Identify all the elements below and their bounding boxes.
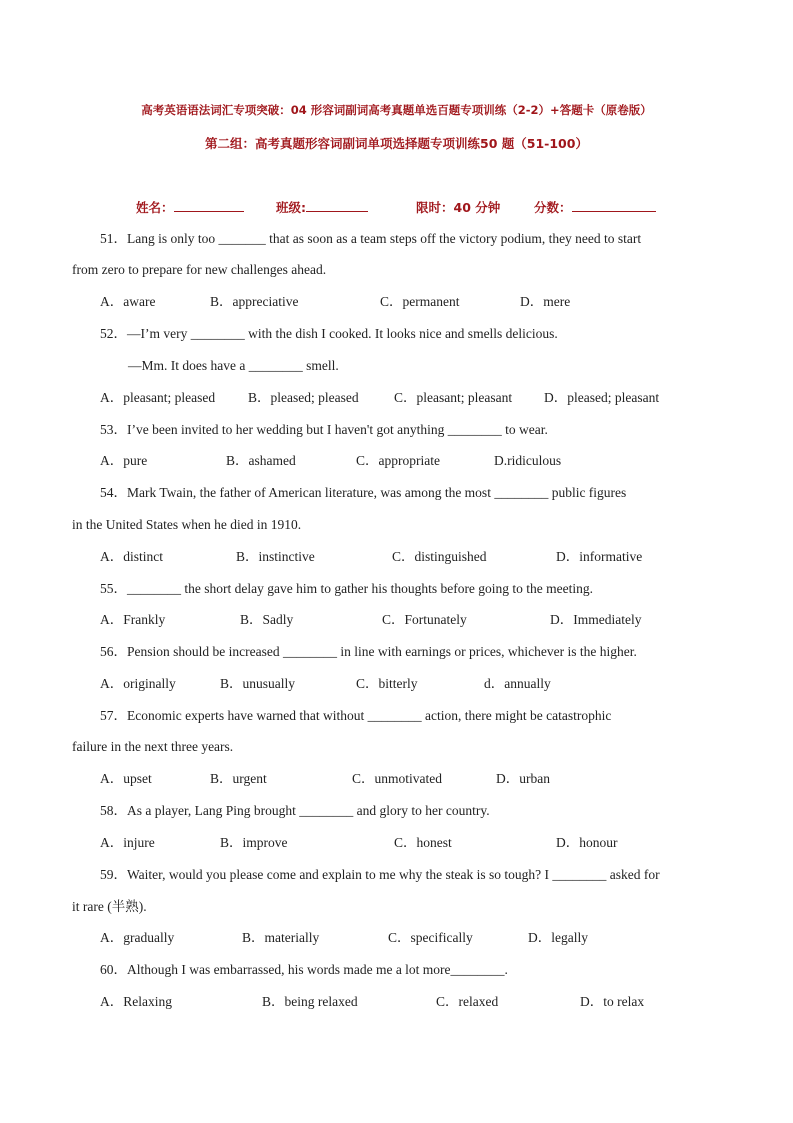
class-blank: [306, 198, 368, 212]
option-b: B．instinctive: [236, 549, 315, 564]
option-a: A．injure: [100, 835, 155, 850]
option-d: D．honour: [556, 835, 618, 850]
option-c: C．permanent: [380, 294, 460, 309]
student-info-row: [0, 198, 793, 216]
question-stem-continued: failure in the next three years.: [72, 739, 234, 754]
score-field: [534, 198, 656, 216]
option-c: C．pleasant; pleasant: [394, 390, 513, 405]
option-a: A．originally: [100, 676, 176, 691]
option-d: D．legally: [528, 930, 588, 945]
option-c: C．specifically: [388, 930, 473, 945]
option-c: C．Fortunately: [382, 612, 467, 627]
document-subtitle: 第二组：高考真题形容词副词单项选择题专项训练50 题（51-100）: [205, 136, 588, 151]
question-stem: 57．Economic experts have warned that without ________ action, there might be catastrophic: [100, 708, 612, 723]
question-stem: 54．Mark Twain, the father of American literature, was among the most ________ public figures: [100, 485, 627, 500]
option-b: B．materially: [242, 930, 320, 945]
option-a: A．Relaxing: [100, 994, 172, 1009]
question-stem: 60．Although I was embarrassed, his words made me a lot more________.: [100, 962, 508, 977]
option-b: B．Sadly: [240, 612, 294, 627]
option-b: B．urgent: [210, 771, 267, 786]
score-label: 分数：: [534, 200, 572, 215]
question-stem: 55．________ the short delay gave him to gather his thoughts before going to the meeting.: [100, 581, 594, 596]
option-a: A．distinct: [100, 549, 163, 564]
question-stem-continued: from zero to prepare for new challenges ahead.: [72, 262, 327, 277]
question-stem-continued: it rare (半熟).: [72, 899, 147, 914]
option-b: B．appreciative: [210, 294, 299, 309]
question-stem: 52．—I’m very ________ with the dish I cooked. It looks nice and smells delicious.: [100, 326, 558, 341]
option-b: B．ashamed: [226, 453, 296, 468]
option-d: D．mere: [520, 294, 571, 309]
option-d: D．to relax: [580, 994, 645, 1009]
document-title: 高考英语语法词汇专项突破：04 形容词副词高考真题单选百题专项训练（2-2）+答题卡（原卷版）: [141, 103, 652, 117]
option-a: A．pleasant; pleased: [100, 390, 216, 405]
option-d: d．annually: [484, 676, 551, 691]
option-a: A．Frankly: [100, 612, 166, 627]
option-d: D.ridiculous: [494, 453, 562, 468]
option-c: C．honest: [394, 835, 452, 850]
question-stem: 59．Waiter, would you please come and explain to me why the steak is so tough? I ________ asked for: [100, 867, 660, 882]
option-b: B．improve: [220, 835, 288, 850]
question-stem: 53．I’ve been invited to her wedding but I haven't got anything ________ to wear.: [100, 422, 548, 437]
option-a: A．aware: [100, 294, 156, 309]
question-stem: 56．Pension should be increased ________ in line with earnings or prices, whichever is the higher.: [100, 644, 637, 659]
option-a: A．upset: [100, 771, 152, 786]
option-c: C．appropriate: [356, 453, 440, 468]
option-c: C．bitterly: [356, 676, 418, 691]
option-b: B．being relaxed: [262, 994, 358, 1009]
name-field: [136, 198, 244, 216]
option-d: D．pleased; pleasant: [544, 390, 660, 405]
question-stem-continued: —Mm. It does have a ________ smell.: [128, 358, 339, 373]
option-c: C．unmotivated: [352, 771, 442, 786]
class-label: 班级:: [276, 200, 306, 215]
option-d: D．informative: [556, 549, 643, 564]
name-blank: [174, 198, 244, 212]
class-field: [276, 198, 368, 216]
question-stem: 51．Lang is only too _______ that as soon as a team steps off the victory podium, they need to start: [100, 231, 642, 246]
score-blank: [572, 198, 656, 212]
time-limit-label: 限时：40 分钟: [416, 200, 501, 215]
option-b: B．pleased; pleased: [248, 390, 359, 405]
option-c: C．distinguished: [392, 549, 487, 564]
question-stem-continued: in the United States when he died in 1910.: [72, 517, 302, 532]
option-b: B．unusually: [220, 676, 296, 691]
option-a: A．gradually: [100, 930, 175, 945]
name-label: 姓名：: [136, 200, 174, 215]
option-d: D．Immediately: [550, 612, 642, 627]
option-d: D．urban: [496, 771, 550, 786]
question-stem: 58．As a player, Lang Ping brought ________ and glory to her country.: [100, 803, 490, 818]
option-c: C．relaxed: [436, 994, 499, 1009]
option-a: A．pure: [100, 453, 148, 468]
time-limit: [416, 198, 500, 216]
